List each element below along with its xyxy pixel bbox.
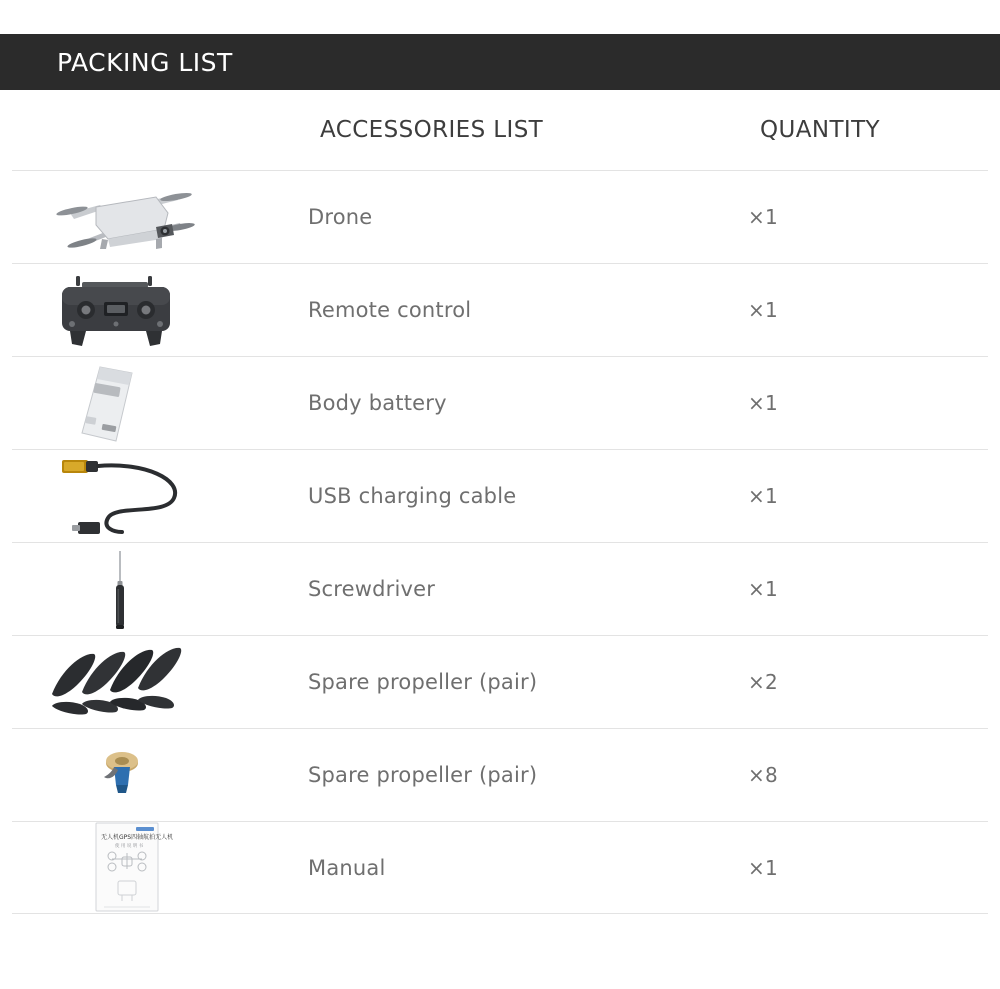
remote-control-icon xyxy=(12,264,308,357)
table-row xyxy=(12,263,988,356)
svg-text:无人机GPS四轴航拍无人机: 无人机GPS四轴航拍无人机 xyxy=(101,834,174,841)
screw-icon xyxy=(12,729,308,822)
table-row xyxy=(12,728,988,821)
drone-icon xyxy=(12,171,308,264)
row-label: USB charging cable xyxy=(308,484,517,508)
manual-icon xyxy=(12,821,308,914)
column-header-accessories: ACCESSORIES LIST xyxy=(320,117,544,143)
row-quantity: ×2 xyxy=(748,670,778,694)
row-quantity: ×8 xyxy=(748,763,778,787)
row-thumbnail xyxy=(12,171,308,264)
table-row xyxy=(12,356,988,449)
svg-text:使 用 说 明 书: 使 用 说 明 书 xyxy=(115,844,144,849)
row-quantity: ×1 xyxy=(748,484,778,508)
row-label: Manual xyxy=(308,855,386,880)
row-thumbnail xyxy=(12,729,308,822)
row-label: Screwdriver xyxy=(308,577,436,601)
row-label: Drone xyxy=(308,205,373,229)
propellers-icon xyxy=(12,636,308,729)
row-thumbnail xyxy=(12,636,308,729)
table-row xyxy=(12,449,988,542)
row-quantity: ×1 xyxy=(748,205,778,229)
row-label: Spare propeller (pair) xyxy=(308,763,538,787)
page-title: PACKING LIST xyxy=(57,47,233,77)
table-header-row xyxy=(0,90,1000,170)
row-thumbnail xyxy=(12,450,308,543)
row-label: Body battery xyxy=(308,391,447,415)
row-thumbnail xyxy=(12,543,308,636)
column-header-quantity: QUANTITY xyxy=(760,117,881,143)
table-row xyxy=(12,170,988,263)
row-thumbnail xyxy=(12,357,308,450)
row-quantity: ×1 xyxy=(748,855,778,880)
row-thumbnail xyxy=(12,821,308,914)
battery-icon xyxy=(12,357,308,450)
row-quantity: ×1 xyxy=(748,298,778,322)
table-row xyxy=(12,635,988,728)
row-quantity: ×1 xyxy=(748,577,778,601)
table-row xyxy=(12,542,988,635)
row-label: Remote control xyxy=(308,298,472,322)
row-thumbnail xyxy=(12,264,308,357)
packing-list-table xyxy=(0,90,1000,914)
usb-cable-icon xyxy=(12,450,308,543)
row-label: Spare propeller (pair) xyxy=(308,670,538,694)
table-row xyxy=(12,821,988,914)
header-bar xyxy=(0,34,1000,90)
screwdriver-icon xyxy=(12,543,308,636)
row-quantity: ×1 xyxy=(748,391,778,415)
